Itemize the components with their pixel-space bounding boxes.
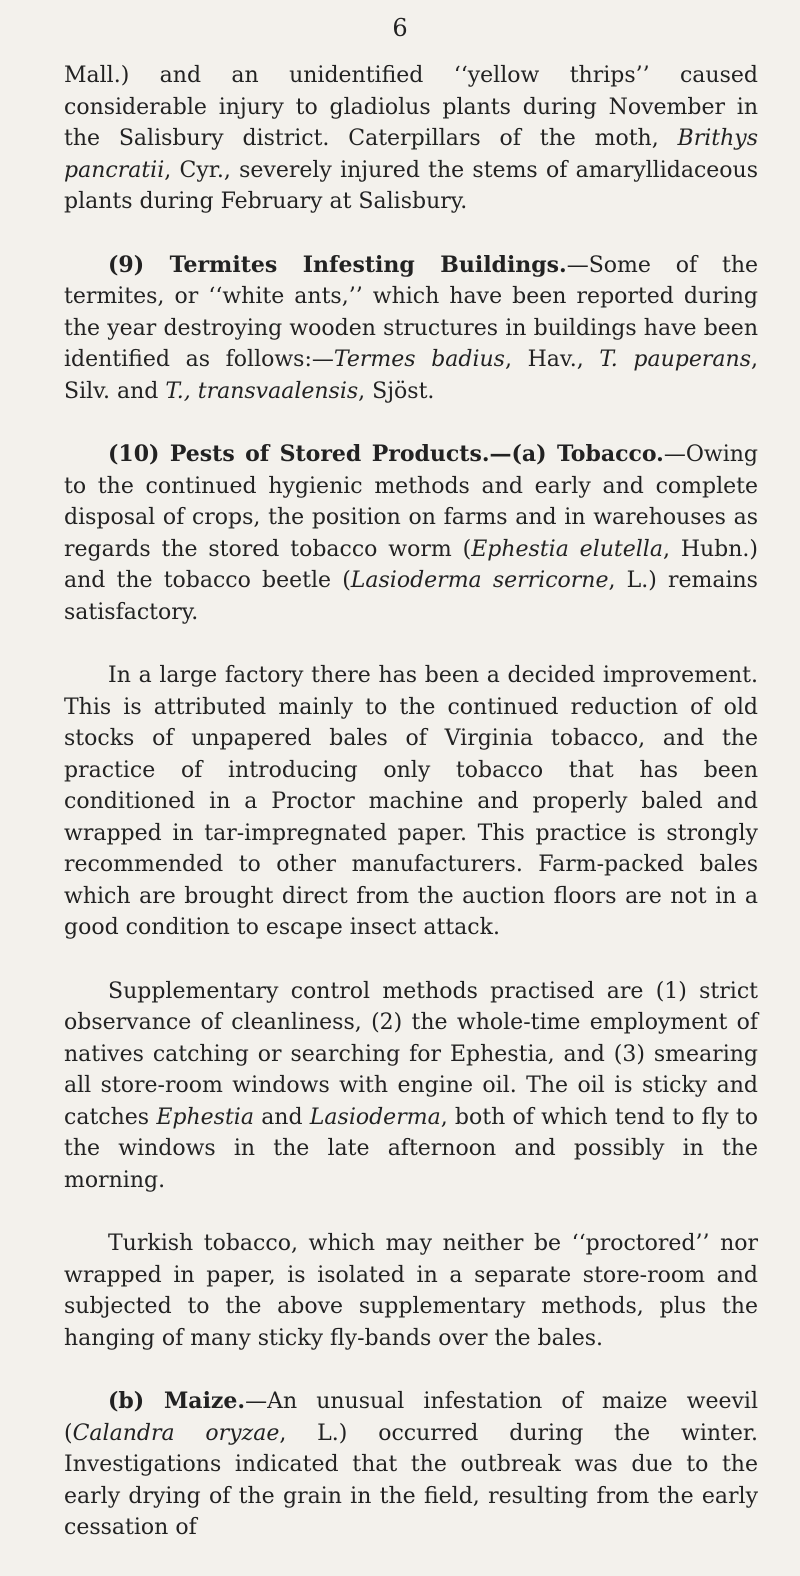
text-run: Mall.) and an unidentified ‘‘yellow thrips’’ caused considerable injury to gladiolus plants during November in the Salisbury district. Caterpillars of the moth,	[64, 63, 758, 151]
text-run: , Hubn.) and the tobacco beetle (	[64, 536, 759, 593]
body-text	[64, 60, 758, 1576]
section-heading: (10) Pests of Stored Products.—(a) Tobacco.	[108, 441, 664, 467]
paragraph-maize	[64, 1386, 758, 1544]
text-run: , Silv. and	[64, 347, 758, 404]
species-name: T. pauperans	[599, 347, 751, 372]
species-name: Ephestia	[156, 1104, 254, 1130]
species-name: Termes badius	[333, 347, 505, 372]
species-name: T., transvaalensis	[165, 378, 359, 404]
species-name: Lasioderma	[309, 1104, 441, 1130]
species-name: Lasioderma serricorne	[350, 568, 609, 593]
section-heading: (b) Maize.	[108, 1388, 246, 1414]
text-run: —An unusual infestation of maize weevil (	[64, 1389, 758, 1446]
paragraph-thrips-caterpillars	[64, 60, 758, 218]
species-name: Brithys pancratii	[64, 126, 758, 183]
text-run: , L.) occurred during the winter. Investigations indicated that the outbreak was due to the early drying of the grain in the field, resulting from the early cessation of	[64, 1420, 758, 1540]
species-name: Ephestia elutella	[471, 536, 663, 562]
text-run: and	[253, 1104, 310, 1130]
text-run: , L.) remains satisfactory.	[64, 568, 758, 625]
paragraph-termites	[64, 250, 758, 408]
text-run: , both of which tend to fly to the windows in the late afternoon and possibly in the morning.	[64, 1104, 758, 1193]
paragraph-turkish-tobacco: Turkish tobacco, which may neither be ‘‘proctored’’ nor wrapped in paper, is isolated in a separate store-room and subjected to the above supplementary methods, plus the hanging of many sticky fly-bands over the bales.	[64, 1231, 758, 1351]
species-name: Calandra oryzae	[72, 1420, 280, 1446]
text-run: —Some of the termites, or ‘‘white ants,’’ which have been reported during the year destroying wooden structures in buildings have been identified as follows:—	[64, 252, 759, 372]
paragraph-factory: In a large factory there has been a decided improvement. This is attributed mainly to the continued reduction of old stocks of unpapered bales of Virginia tobacco, and the practice of introducing only tobacco that has been conditioned in a Proctor machine and properly baled and wrapped in tar-impregnated paper. This practice is strongly recommended to other manufacturers. Farm-packed bales which are brought direct from the auction floors are not in a good condition to escape insect attack.	[64, 663, 758, 940]
paragraph-stored-tobacco	[64, 439, 758, 628]
section-heading: (9) Termites Infesting Buildings.	[108, 251, 567, 278]
text-run: Supplementary control methods practised are (1) strict observance of cleanliness, (2) the whole-time employment of natives catching or searching for Ephestia, and (3) smearing all store-room windows with engine oil. The oil is sticky and catches	[64, 978, 758, 1130]
text-run: —Owing to the continued hygienic methods and early and complete disposal of crops, the position on farms and in warehouses as regards the stored tobacco worm (	[64, 442, 758, 562]
text-run: , Cyr., severely injured the stems of amaryllidaceous plants during February at Salisbury.	[64, 157, 758, 214]
text-run: , Sjöst.	[358, 378, 435, 404]
paragraph-supplementary-control	[64, 976, 758, 1197]
page-number: 6	[392, 14, 408, 42]
text-run: , Hav.,	[504, 347, 600, 372]
